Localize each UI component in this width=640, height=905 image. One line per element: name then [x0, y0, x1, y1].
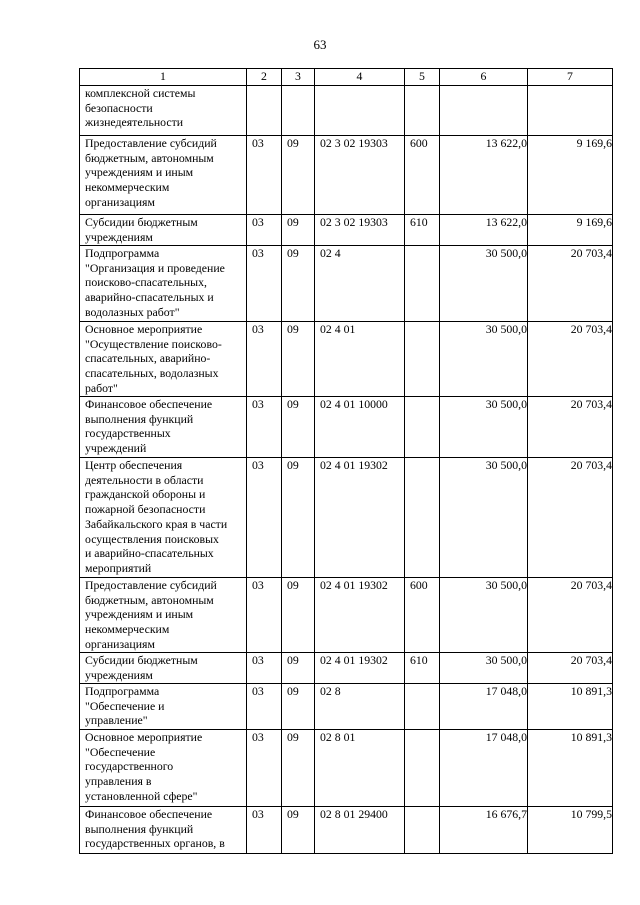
expense-type-code — [405, 730, 440, 807]
table-row — [80, 807, 613, 854]
section-code: 03 — [247, 458, 282, 578]
table-row — [80, 86, 613, 136]
subsection-code: 09 — [282, 322, 315, 397]
expense-type-code — [405, 322, 440, 397]
actual-amount: 20 703,4 — [528, 578, 613, 653]
target-article-code: 02 4 01 19302 — [315, 578, 405, 653]
column-header: 1 — [80, 69, 247, 86]
section-code: 03 — [247, 684, 282, 730]
actual-amount: 10 891,3 — [528, 730, 613, 807]
target-article-code: 02 8 01 29400 — [315, 807, 405, 854]
target-article-code: 02 4 01 19302 — [315, 458, 405, 578]
row-name: Подпрограмма "Обеспечение и управление" — [80, 684, 247, 730]
table-row — [80, 578, 613, 653]
table-header-row — [80, 69, 613, 86]
row-name: комплексной системы безопасности жизнедеятельности — [80, 86, 247, 136]
target-article-code: 02 3 02 19303 — [315, 136, 405, 215]
plan-amount: 30 500,0 — [440, 578, 528, 653]
plan-amount: 13 622,0 — [440, 136, 528, 215]
section-code: 03 — [247, 653, 282, 684]
column-header: 6 — [440, 69, 528, 86]
target-article-code: 02 8 — [315, 684, 405, 730]
expense-type-code — [405, 86, 440, 136]
subsection-code: 09 — [282, 653, 315, 684]
expense-type-code — [405, 397, 440, 458]
subsection-code: 09 — [282, 246, 315, 322]
target-article-code: 02 3 02 19303 — [315, 215, 405, 246]
target-article-code: 02 4 — [315, 246, 405, 322]
table-row — [80, 322, 613, 397]
row-name: Предоставление субсидий бюджетным, автономным учреждениям и иным некоммерческим организациям — [80, 136, 247, 215]
section-code: 03 — [247, 246, 282, 322]
expense-type-code: 600 — [405, 136, 440, 215]
row-name: Субсидии бюджетным учреждениям — [80, 653, 247, 684]
table-row — [80, 730, 613, 807]
section-code: 03 — [247, 730, 282, 807]
plan-amount: 30 500,0 — [440, 397, 528, 458]
target-article-code: 02 8 01 — [315, 730, 405, 807]
expense-type-code: 600 — [405, 578, 440, 653]
section-code: 03 — [247, 578, 282, 653]
subsection-code: 09 — [282, 397, 315, 458]
actual-amount: 20 703,4 — [528, 397, 613, 458]
subsection-code: 09 — [282, 578, 315, 653]
plan-amount: 13 622,0 — [440, 215, 528, 246]
row-name: Центр обеспечения деятельности в области гражданской обороны и пожарной безопасности Забайкальского края в части осуществления поисковых и аварийно-спасательных мероприятий — [80, 458, 247, 578]
actual-amount: 20 703,4 — [528, 322, 613, 397]
section-code: 03 — [247, 397, 282, 458]
expense-type-code: 610 — [405, 215, 440, 246]
table-row — [80, 215, 613, 246]
table-row — [80, 246, 613, 322]
actual-amount: 9 169,6 — [528, 136, 613, 215]
row-name: Предоставление субсидий бюджетным, автономным учреждениям и иным некоммерческим организациям — [80, 578, 247, 653]
table-row — [80, 397, 613, 458]
page-number: 63 — [313, 37, 327, 52]
section-code: 03 — [247, 807, 282, 854]
plan-amount: 30 500,0 — [440, 246, 528, 322]
target-article-code — [315, 86, 405, 136]
expense-type-code — [405, 807, 440, 854]
plan-amount — [440, 86, 528, 136]
expense-type-code — [405, 684, 440, 730]
table-row — [80, 458, 613, 578]
actual-amount: 9 169,6 — [528, 215, 613, 246]
row-name: Финансовое обеспечение выполнения функций государственных органов, в — [80, 807, 247, 854]
subsection-code — [282, 86, 315, 136]
row-name: Подпрограмма "Организация и проведение поисково-спасательных, аварийно-спасательных и водолазных работ" — [80, 246, 247, 322]
expense-type-code: 610 — [405, 653, 440, 684]
column-header: 4 — [315, 69, 405, 86]
column-header: 3 — [282, 69, 315, 86]
section-code — [247, 86, 282, 136]
actual-amount: 20 703,4 — [528, 458, 613, 578]
actual-amount — [528, 86, 613, 136]
plan-amount: 30 500,0 — [440, 653, 528, 684]
section-code: 03 — [247, 136, 282, 215]
target-article-code: 02 4 01 19302 — [315, 653, 405, 684]
expense-type-code — [405, 246, 440, 322]
plan-amount: 30 500,0 — [440, 458, 528, 578]
column-header: 7 — [528, 69, 613, 86]
budget-table — [79, 68, 613, 854]
row-name: Основное мероприятие "Обеспечение государственного управления в установленной сфере" — [80, 730, 247, 807]
table-row — [80, 136, 613, 215]
subsection-code: 09 — [282, 136, 315, 215]
plan-amount: 17 048,0 — [440, 684, 528, 730]
plan-amount: 16 676,7 — [440, 807, 528, 854]
subsection-code: 09 — [282, 215, 315, 246]
section-code: 03 — [247, 215, 282, 246]
section-code: 03 — [247, 322, 282, 397]
subsection-code: 09 — [282, 807, 315, 854]
subsection-code: 09 — [282, 730, 315, 807]
row-name: Финансовое обеспечение выполнения функций государственных учреждений — [80, 397, 247, 458]
actual-amount: 10 799,5 — [528, 807, 613, 854]
subsection-code: 09 — [282, 458, 315, 578]
row-name: Основное мероприятие "Осуществление поисково- спасательных, аварийно- спасательных, водолазных работ" — [80, 322, 247, 397]
column-header: 5 — [405, 69, 440, 86]
subsection-code: 09 — [282, 684, 315, 730]
row-name: Субсидии бюджетным учреждениям — [80, 215, 247, 246]
plan-amount: 30 500,0 — [440, 322, 528, 397]
expense-type-code — [405, 458, 440, 578]
target-article-code: 02 4 01 10000 — [315, 397, 405, 458]
plan-amount: 17 048,0 — [440, 730, 528, 807]
actual-amount: 20 703,4 — [528, 653, 613, 684]
table-row — [80, 684, 613, 730]
actual-amount: 10 891,3 — [528, 684, 613, 730]
actual-amount: 20 703,4 — [528, 246, 613, 322]
table-row — [80, 653, 613, 684]
column-header: 2 — [247, 69, 282, 86]
target-article-code: 02 4 01 — [315, 322, 405, 397]
